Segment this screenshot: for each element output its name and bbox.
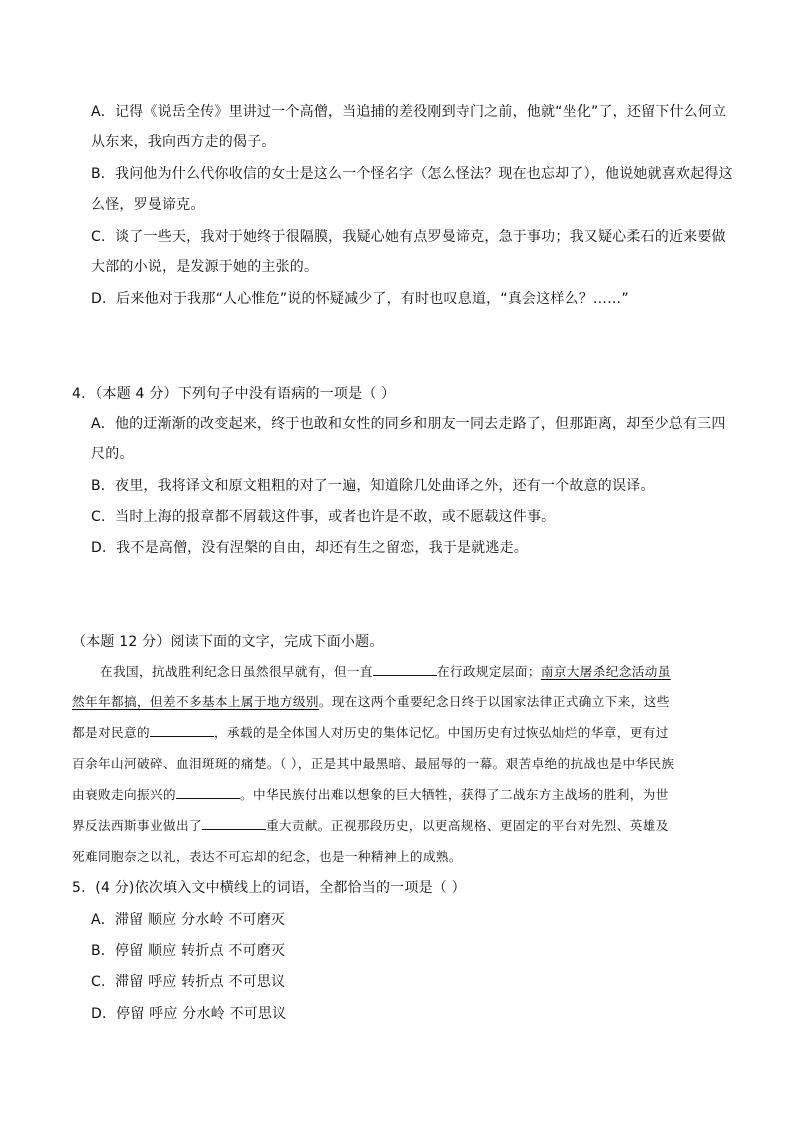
q3-option-c-cont: 大部的小说，是发源于她的主张的。 xyxy=(91,259,319,275)
passage-text: 在我国，抗战胜利纪念日虽然很早就有，但一直 xyxy=(100,664,373,679)
passage-text: 在行政规定层面； xyxy=(436,664,541,679)
passage-line-2 xyxy=(72,692,722,712)
passage-text: 界反法西斯事业做出了 xyxy=(72,818,202,833)
q5-stem: 5．(4 分)依次填入文中横线上的词语，全都恰当的一项是（ ） xyxy=(72,880,466,896)
passage-line-7: 死难同胞奈之以礼，表达不可忘却的纪念，也是一种精神上的成熟。 xyxy=(72,849,462,864)
answer-blank-2 xyxy=(150,724,214,737)
q4-option-c: C．当时上海的报章都不屑载这件事，或者也许是不敢，或不愿载这件事。 xyxy=(91,509,556,525)
q3-option-c: C．谈了一些天，我对于她终于很隔膜，我疑心她有点罗曼谛克，急于事功；我又疑心柔石的近来要做 xyxy=(91,229,726,245)
passage-line-1 xyxy=(100,662,750,682)
q4-option-a-cont: 尺的。 xyxy=(91,446,134,462)
underlined-sentence: 然年年都搞，但差不多基本上属于地方级别 xyxy=(72,694,319,709)
reading-intro: （本题 12 分）阅读下面的文字，完成下面小题。 xyxy=(72,634,384,650)
q3-option-a: A．记得《说岳全传》里讲过一个高僧，当追捕的差役刚到寺门之前，他就“坐化”了，还留下什么何立 xyxy=(91,104,727,120)
answer-blank-4 xyxy=(202,817,266,830)
passage-line-5 xyxy=(72,785,722,805)
q4-option-b: B．夜里，我将译文和原文粗粗的对了一遍，知道除几处曲译之外，还有一个故意的误译。 xyxy=(91,478,655,494)
passage-text: 重大贡献。正视那段历史，以更高规格、更固定的平台对先烈、英雄及 xyxy=(265,818,669,833)
passage-text: 都是对民意的 xyxy=(72,725,150,740)
q5-option-c: C．滞留 呼应 转折点 不可思议 xyxy=(91,974,286,990)
q5-option-b: B．停留 顺应 转折点 不可磨灭 xyxy=(91,943,286,959)
passage-line-3 xyxy=(72,723,722,743)
q3-option-a-cont: 从东来，我向西方走的偈子。 xyxy=(91,134,276,150)
q5-option-a: A．滞留 顺应 分水岭 不可磨灭 xyxy=(91,912,286,928)
passage-text: 。现在这两个重要纪念日终于以国家法律正式确立下来，这些 xyxy=(318,694,670,709)
q4-stem: 4．（本题 4 分）下列句子中没有语病的一项是（ ） xyxy=(72,386,396,402)
passage-text: ，承载的是全体国人对历史的集体记忆。中国历史有过恢弘灿烂的华章，更有过 xyxy=(213,725,669,740)
q4-option-d: D．我不是高僧，没有涅槃的自由，却还有生之留恋，我于是就逃走。 xyxy=(91,540,528,556)
passage-line-6 xyxy=(72,816,722,836)
q3-option-b-cont: 么怪，罗曼谛克。 xyxy=(91,197,205,213)
q5-option-d: D．停留 呼应 分水岭 不可思议 xyxy=(91,1006,287,1022)
underlined-sentence: 南京大屠杀纪念活动虽 xyxy=(540,664,671,679)
q3-option-d: D．后来他对于我那“人心惟危”说的怀疑减少了，有时也叹息道，“真会这样么？……” xyxy=(91,291,629,307)
answer-blank-3 xyxy=(176,786,240,799)
passage-text: 由衰败走向振兴的 xyxy=(72,787,176,802)
passage-line-4: 百余年山河破碎、血泪斑斑的痛楚。（ ），正是其中最黑暗、最屈辱的一幕。艰苦卓绝的抗战也是中华民族 xyxy=(72,756,675,771)
answer-blank-1 xyxy=(373,663,437,676)
q3-option-b: B．我问他为什么代你收信的女士是这么一个怪名字（怎么怪法？现在也忘却了），他说她就喜欢起得这 xyxy=(91,166,733,182)
passage-text: 。中华民族付出难以想象的巨大牺牲，获得了二战东方主战场的胜利，为世 xyxy=(239,787,669,802)
q4-option-a: A．他的迂渐渐的改变起来，终于也敢和女性的同乡和朋友一同去走路了，但那距离，却至少总有三四 xyxy=(91,416,726,432)
